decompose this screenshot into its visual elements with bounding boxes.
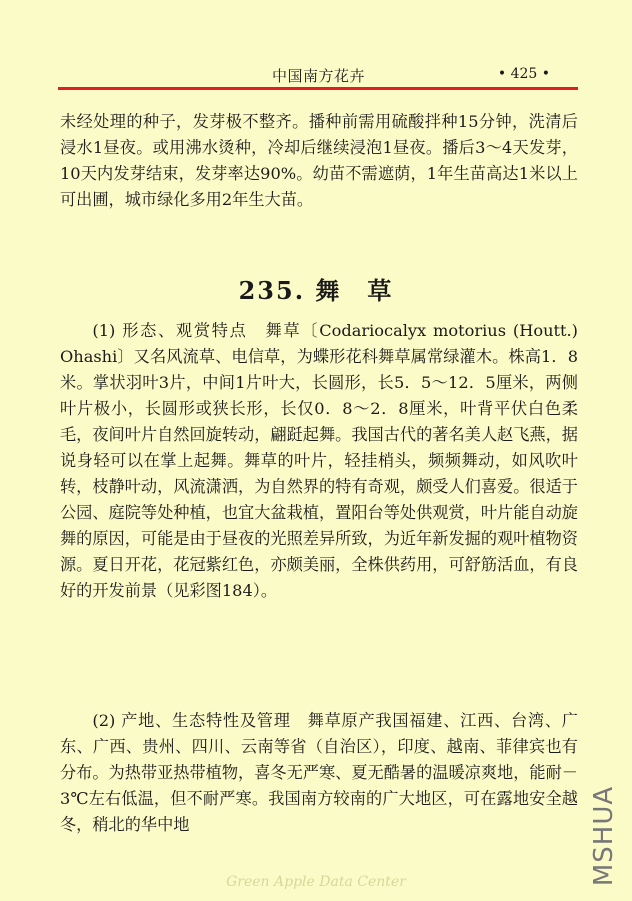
- paragraph-morphology: (1) 形态、观赏特点 舞草〔Codariocalyx motorius (Houtt.) Ohashi〕又名风流草、电信草，为蝶形花科舞草属常绿灌木。株高1．8米。掌状羽叶3片，中间1片叶大，长圆形，长5．5～12．5厘米，两侧叶片极小，长圆形或狭长形，长仅0．8～2．8厘米，叶背平伏白色柔毛，夜间叶片自然回旋转动，翩跹起舞。我国古代的著名美人赵飞燕，据说身轻可以在掌上起舞。舞草的叶片，轻挂梢头，频频舞动，如风吹叶转，枝静叶动，风流潇洒，为自然界的特有奇观，颇受人们喜爱。很适于公园、庭院等处种植，也宜大盆栽植，置阳台等处供观赏，叶片能自动旋舞的原因，可能是由于昼夜的光照差异所致，为近年新发掘的观叶植物资源。夏日开花，花冠紫红色，亦颇美丽，全株供药用，可舒筋活血，有良好的开发前景（见彩图184）。: [60, 321, 578, 600]
- page-number: • 425 •: [497, 66, 550, 82]
- running-header: [58, 63, 578, 87]
- side-watermark: [580, 786, 628, 886]
- header-rule: [58, 87, 578, 90]
- watermark-text: Green Apple Data Center: [226, 874, 406, 890]
- side-watermark-text: MSHUA: [589, 785, 619, 887]
- section-title: 235. 舞 草: [238, 276, 394, 305]
- paragraph-continued: 未经处理的种子，发芽极不整齐。播种前需用硫酸拌种15分钟，洗清后浸水1昼夜。或用沸水烫种，冷却后继续浸泡1昼夜。播后3～4天发芽，10天内发芽结束，发芽率达90%。幼苗不需遮荫，1年生苗高达1米以上可出圃，城市绿化多用2年生大苗。: [60, 112, 578, 209]
- paragraph-habitat: (2) 产地、生态特性及管理 舞草原产我国福建、江西、台湾、广东、广西、贵州、四川、云南等省（自治区），印度、越南、菲律宾也有分布。为热带亚热带植物，喜冬无严寒、夏无酷暑的温暖凉爽地，能耐－3℃左右低温，但不耐严寒。我国南方较南的广大地区，可在露地安全越冬，稍北的华中地: [60, 711, 578, 834]
- header-title: 中国南方花卉: [272, 67, 366, 85]
